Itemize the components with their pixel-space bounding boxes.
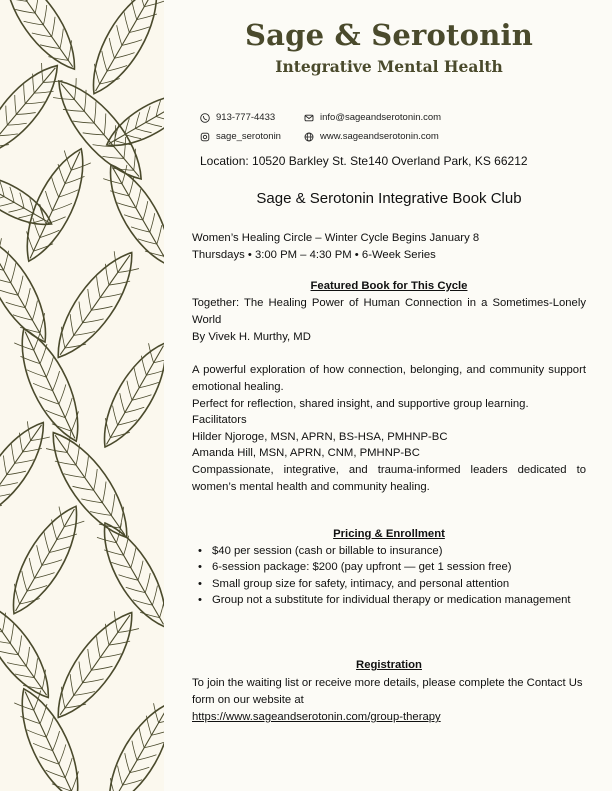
email-icon	[304, 113, 314, 123]
contact-phone	[200, 112, 275, 123]
facilitator-2: Amanda Hill, MSN, APRN, CNM, PMHNP-BC	[192, 447, 420, 459]
instagram-text: sage_serotonin	[216, 131, 281, 142]
phone-text: 913-777-4433	[216, 112, 276, 123]
leaf-shape	[0, 413, 57, 527]
leaf-shape	[8, 321, 92, 448]
book-title: Together: The Healing Power of Human Connection in a Sometimes-Lonely World	[192, 297, 586, 326]
description-reflection: Perfect for reflection, shared insight, and supportive group learning.	[192, 398, 529, 410]
globe-icon	[304, 132, 314, 142]
email-text: info@sageandserotonin.com	[320, 112, 442, 123]
leaf-pattern	[0, 0, 164, 791]
description-paragraph: A powerful exploration of how connection, belonging, and community support emotional healing.	[192, 364, 586, 393]
registration-heading: Registration	[356, 659, 422, 671]
phone-icon	[200, 113, 210, 123]
brand-subtitle: Integrative Mental Health	[275, 57, 503, 76]
featured-heading: Featured Book for This Cycle	[310, 280, 468, 292]
contact-instagram	[200, 131, 281, 142]
registration-text: To join the waiting list or receive more details, please complete the Contact Us form on our website at	[192, 677, 583, 706]
facilitators-description: Compassionate, integrative, and trauma-informed leaders dedicated to women’s mental health and community healing.	[192, 464, 586, 493]
pricing-list	[192, 543, 586, 608]
registration-link[interactable]: https://www.sageandserotonin.com/group-therapy	[192, 711, 441, 723]
leaf-shape	[43, 242, 146, 368]
leaf-shape	[95, 694, 164, 791]
contact-website	[304, 131, 439, 142]
leaf-shape	[79, 0, 164, 103]
location-text: Location: 10520 Barkley St. Ste140 Overland Park, KS 66212	[200, 154, 528, 168]
leaf-shape	[90, 334, 164, 455]
pricing-item: • Group not a substitute for individual therapy or medication management	[212, 592, 586, 608]
contact-email	[304, 112, 441, 123]
facilitator-1: Hilder Njoroge, MSN, APRN, BS-HSA, PMHNP-BC	[192, 431, 448, 443]
pricing-item: • $40 per session (cash or billable to insurance)	[212, 543, 586, 559]
leaf-shape	[0, 497, 91, 622]
pricing-item: • 6-session package: $200 (pay upfront — get 1 session free)	[212, 559, 586, 575]
book-author: By Vivek H. Murthy, MD	[192, 331, 311, 343]
leaf-shape	[8, 681, 92, 791]
leaf-shape	[97, 157, 164, 274]
leaf-shape	[0, 593, 62, 707]
brand-title: Sage & Serotonin	[245, 18, 533, 52]
leaf-pattern-panel	[0, 0, 164, 791]
circle-line-2: Thursdays • 3:00 PM – 4:30 PM • 6-Week Series	[192, 249, 436, 261]
facilitators-label: Facilitators	[192, 414, 247, 426]
leaf-shape	[0, 55, 70, 165]
pricing-heading: Pricing & Enrollment	[333, 528, 445, 540]
pricing-item: • Small group size for safety, intimacy, and personal attention	[212, 576, 586, 592]
leaf-shape	[45, 69, 155, 191]
leaf-shape	[0, 0, 88, 79]
leaf-shape	[13, 141, 97, 268]
website-text: www.sageandserotonin.com	[320, 131, 439, 142]
instagram-icon	[200, 132, 210, 142]
leaf-shape	[43, 602, 146, 728]
book-club-title: Sage & Serotonin Integrative Book Club	[256, 190, 522, 207]
circle-line-1: Women’s Healing Circle – Winter Cycle Begins January 8	[192, 232, 480, 244]
